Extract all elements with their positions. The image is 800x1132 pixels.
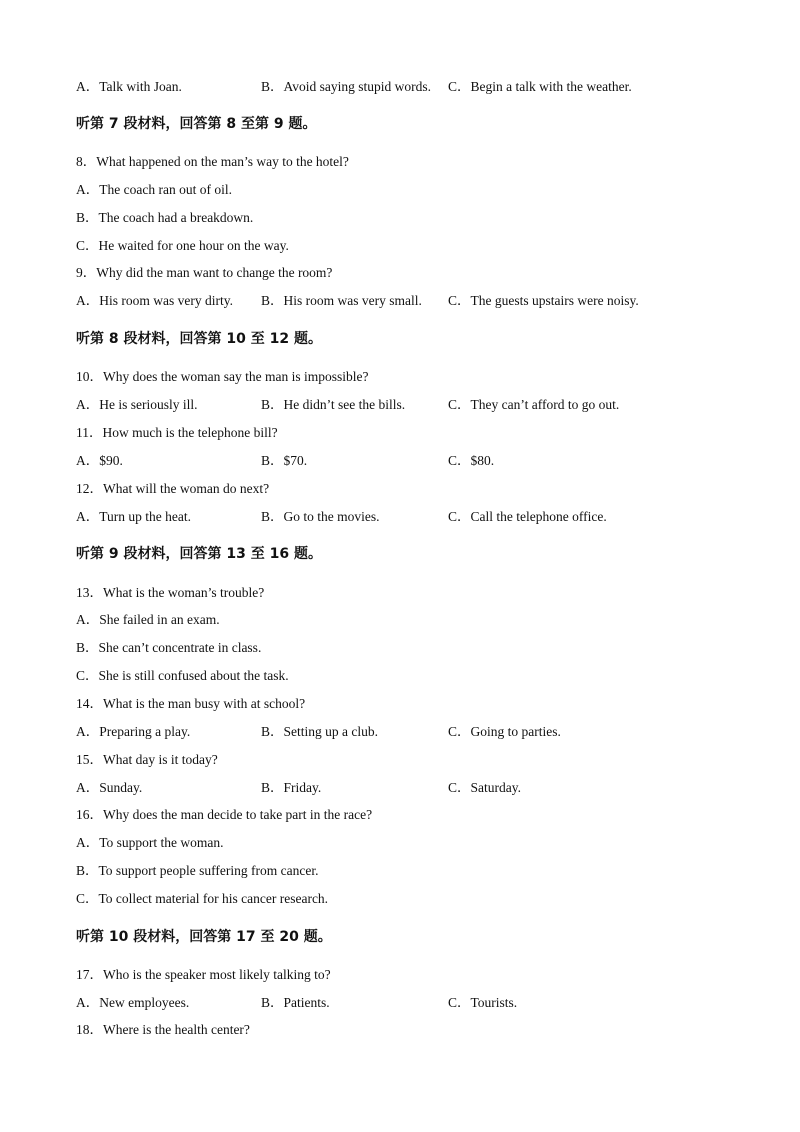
option-c: C．They can’t afford to go out.: [448, 397, 620, 412]
option-line: B．To support people suffering from cancer.: [76, 863, 319, 878]
option-c: C．Saturday.: [448, 780, 521, 795]
option-a: A．Talk with Joan.: [76, 79, 182, 94]
question-text: 17．Who is the speaker most likely talking to?: [76, 967, 331, 982]
option-line: A．The coach ran out of oil.: [76, 182, 232, 197]
option-a: A．Sunday.: [76, 780, 143, 795]
option-c: C．The guests upstairs were noisy.: [448, 293, 639, 308]
option-line: A．She failed in an exam.: [76, 612, 220, 627]
option-b: B．Friday.: [261, 780, 322, 795]
section-heading: 听第 10 段材料，回答第 17 至 20 题。: [76, 929, 332, 945]
option-c: C．Call the telephone office.: [448, 509, 607, 524]
option-line: A．To support the woman.: [76, 835, 224, 850]
option-a: A．Turn up the heat.: [76, 509, 191, 524]
question-text: 16．Why does the man decide to take part in the race?: [76, 807, 373, 822]
question-text: 8．What happened on the man’s way to the hotel?: [76, 154, 349, 169]
option-c: C．$80.: [448, 453, 495, 468]
question-text: 9．Why did the man want to change the room?: [76, 265, 333, 280]
option-b: B．Patients.: [261, 995, 330, 1010]
question-text: 13．What is the woman’s trouble?: [76, 585, 265, 600]
question-text: 12．What will the woman do next?: [76, 481, 270, 496]
option-line: B．She can’t concentrate in class.: [76, 640, 262, 655]
question-text: 11．How much is the telephone bill?: [76, 425, 278, 440]
section-heading: 听第 8 段材料，回答第 10 至 12 题。: [76, 331, 322, 347]
option-a: A．His room was very dirty.: [76, 293, 233, 308]
option-a: A．Preparing a play.: [76, 724, 191, 739]
option-c: C．Tourists.: [448, 995, 518, 1010]
option-a: A．New employees.: [76, 995, 190, 1010]
question-text: 14．What is the man busy with at school?: [76, 696, 306, 711]
option-a: A．$90.: [76, 453, 123, 468]
option-c: C．Going to parties.: [448, 724, 561, 739]
option-b: B．Avoid saying stupid words.: [261, 79, 432, 94]
question-text: 15．What day is it today?: [76, 752, 218, 767]
option-b: B．He didn’t see the bills.: [261, 397, 406, 412]
section-heading: 听第 9 段材料，回答第 13 至 16 题。: [76, 546, 322, 562]
option-line: C．To collect material for his cancer research.: [76, 891, 329, 906]
option-line: C．She is still confused about the task.: [76, 668, 289, 683]
option-b: B．Setting up a club.: [261, 724, 378, 739]
option-b: B．Go to the movies.: [261, 509, 380, 524]
option-a: A．He is seriously ill.: [76, 397, 198, 412]
question-text: 10．Why does the woman say the man is impossible?: [76, 369, 369, 384]
option-line: B．The coach had a breakdown.: [76, 210, 254, 225]
option-c: C．Begin a talk with the weather.: [448, 79, 632, 94]
option-b: B．$70.: [261, 453, 308, 468]
question-text: 18．Where is the health center?: [76, 1022, 250, 1037]
section-heading: 听第 7 段材料，回答第 8 至第 9 题。: [76, 116, 317, 132]
option-line: C．He waited for one hour on the way.: [76, 238, 289, 253]
option-b: B．His room was very small.: [261, 293, 422, 308]
